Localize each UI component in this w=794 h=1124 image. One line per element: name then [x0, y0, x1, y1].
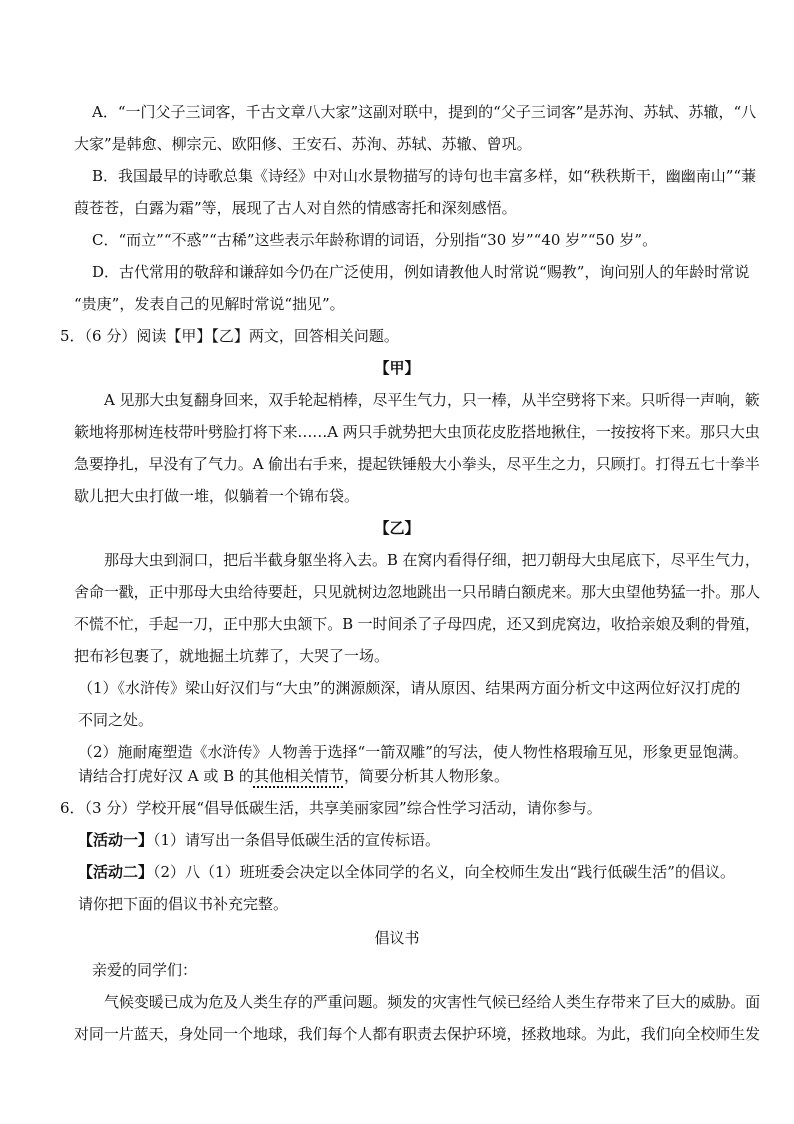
passage-yi-line-2: 舍命一戳，正中那母大虫给待要赶，只见就树边忽地跳出一只吊睛白额虎来。那大虫望他势猛一扑。那人 [74, 583, 761, 601]
option-c-line-1: C．“而立”“不惑”“古稀”这些表示年龄称谓的词语，分别指“30 岁”“40 岁”“50 岁”。 [92, 231, 658, 249]
question-5-sub2-line-1: （2）施耐庵塑造《水浒传》人物善于选择“一箭双雕”的写法，使人物性格瑕瑜互见，形象更显饱满。 [78, 743, 748, 761]
option-b-line-2: 葭苍苍，白露为霜”等，展现了古人对自然的情感寄托和深刻感悟。 [74, 199, 517, 217]
letter-body-line-2: 对同一片蓝天，身处同一个地球，我们每个人都有职责去保护环境，拯救地球。为此，我们向全校师生发 [74, 1025, 761, 1043]
passage-jia-line-3: 急要挣扎，早没有了气力。A 偷出右手来，提起铁锤般大小拳头，尽平生之力，只顾打。打得五七十拳半 [74, 455, 760, 473]
option-d-line-1: D．古代常用的敬辞和谦辞如今仍在广泛使用，例如请教他人时常说“赐教”，询问别人的年龄时常说 [92, 263, 750, 281]
letter-salutation: 亲爱的同学们： [92, 961, 198, 979]
passage-yi-line-1: 那母大虫到洞口，把后半截身躯坐将入去。B 在窝内看得仔细，把刀朝母大虫尾底下，尽平生气力， [104, 551, 760, 569]
activity-2 [78, 862, 735, 882]
activity-2-line-2: 请你把下面的倡议书补充完整。 [78, 895, 289, 913]
question-5-sub1-line-1: （1）《水浒传》梁山好汉们与“大虫”的渊源颇深，请从原因、结果两方面分析文中这两位好汉打虎的 [78, 679, 741, 697]
option-d-line-2: “贵庚”，发表自己的见解时常说“拙见”。 [74, 295, 345, 313]
passage-yi-line-3: 不慌不忙，手起一刀，正中那大虫颔下。B 一时间杀了子母四虎，还又到虎窝边，收拾亲娘及剩的骨殖， [74, 615, 760, 633]
passage-yi-line-4: 把布衫包裹了，就地掘土坑葬了，大哭了一场。 [74, 647, 390, 665]
passage-jia-line-4: 歇儿把大虫打做一堆，似躺着一个锦布袋。 [74, 487, 360, 505]
activity-2-text: （2）八（1）班班委会决定以全体同学的名义，向全校师生发出“践行低碳生活”的倡议。 [153, 863, 735, 881]
letter-title: 倡议书 [374, 929, 420, 947]
sub2-prefix: 请结合打虎好汉 A 或 B 的 [78, 767, 254, 785]
passage-jia-line-1: A 见那大虫复翻身回来，双手轮起梢棒，尽平生气力，只一棒，从半空劈将下来。只听得一声响，簌 [104, 391, 760, 409]
activity-1-label: 【活动一】 [78, 831, 154, 849]
option-b-line-1: B．我国最早的诗歌总集《诗经》中对山水景物描写的诗句也丰富多样，如“秩秩斯干，幽幽南山”“蒹 [92, 167, 757, 185]
option-a-line-1: A．“一门父子三词客，千古文章八大家”这副对联中，提到的“父子三词客”是苏洵、苏轼、苏辙，“八 [92, 103, 757, 121]
option-a-line-2: 大家”是韩愈、柳宗元、欧阳修、王安石、苏洵、苏轼、苏辙、曾巩。 [74, 135, 532, 153]
passage-jia-line-2: 簌地将那树连枝带叶劈脸打将下来……A 两只手就势把大虫顶花皮肐搭地揪住，一按按将下来。那只大虫 [74, 423, 760, 441]
question-5-sub2-line-2 [78, 766, 509, 786]
passage-yi-title: 【乙】 [374, 519, 420, 537]
passage-jia-title: 【甲】 [374, 359, 420, 377]
question-5-stem: 5．（6 分）阅读【甲】【乙】两文，回答相关问题。 [60, 327, 399, 345]
activity-1-text: （1）请写出一条倡导低碳生活的宣传标语。 [153, 831, 441, 849]
sub2-suffix: ，简要分析其人物形象。 [343, 767, 509, 785]
question-5-sub1-line-2: 不同之处。 [78, 711, 154, 729]
activity-1 [78, 830, 440, 850]
question-6-stem: 6．（3 分）学校开展“倡导低碳生活，共享美丽家园”综合性学习活动，请你参与。 [60, 799, 602, 817]
letter-body-line-1: 气候变暖已成为危及人类生存的严重问题。频发的灾害性气候已经给人类生存带来了巨大的威胁。面 [104, 993, 761, 1011]
activity-2-label: 【活动二】 [78, 863, 154, 881]
sub2-emphasized-phrase: 其他相关情节 [253, 767, 344, 785]
